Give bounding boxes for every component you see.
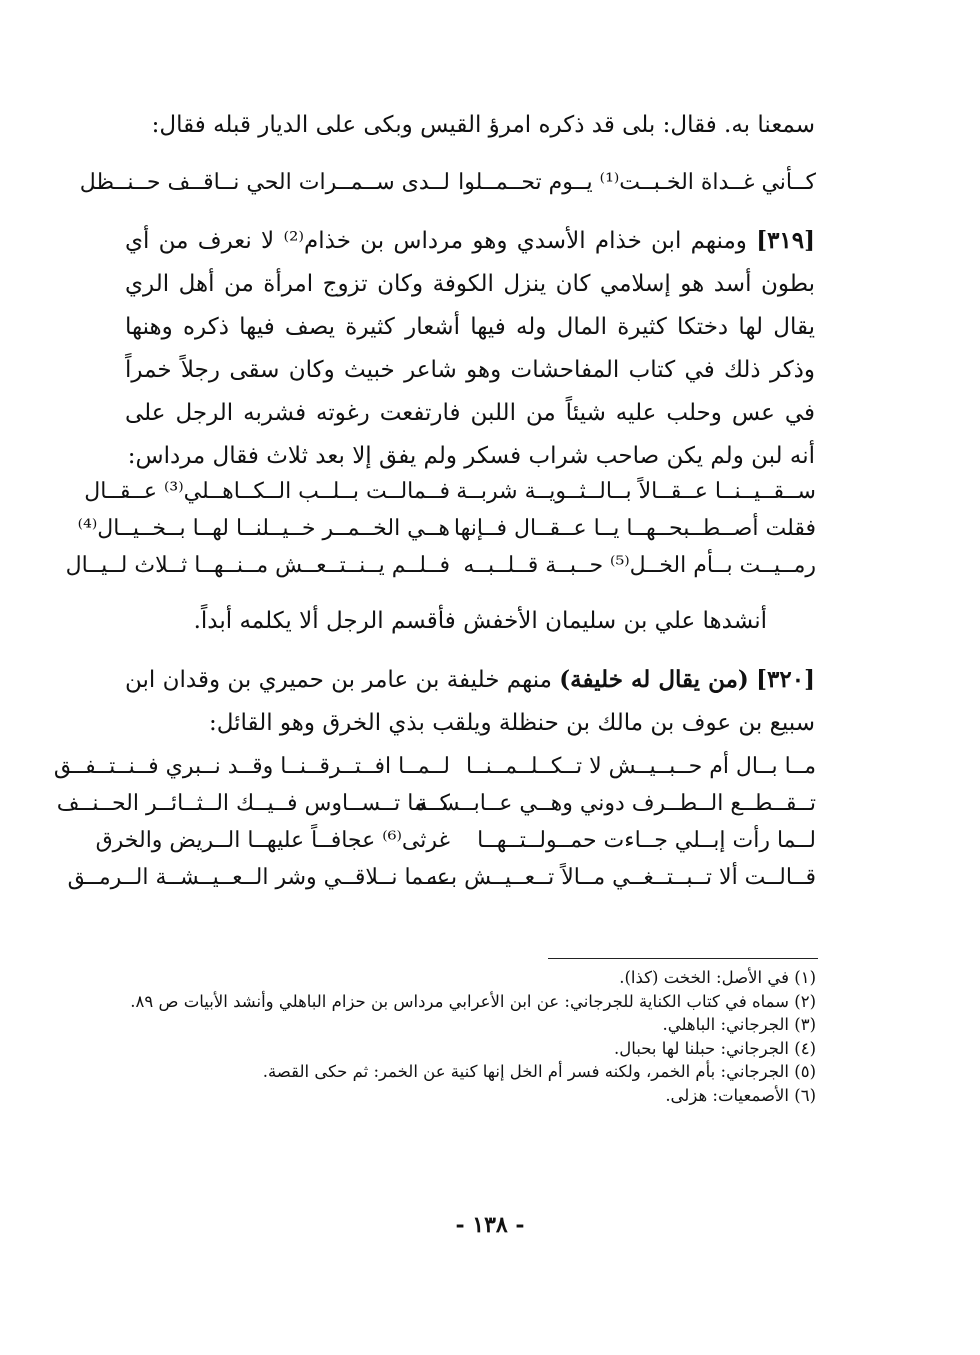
- verse-hemistich-first: كــأني غــداة الخـبــت⁽¹⁾ يــوم تحــمــلوا: [458, 170, 816, 195]
- verse-hemistich-first: فقلت أصــطــبحــهــا يــا عــقــال فــإنها: [453, 516, 816, 541]
- verse-block-1: [79, 164, 816, 201]
- verse-hemistich-first: تــقــطــع الــطــرف دوني وهــي عــابــســة: [416, 791, 816, 816]
- entry-number: [٣١٩]: [756, 227, 816, 254]
- verse-line: [79, 164, 816, 201]
- intro-paragraph: [125, 104, 815, 147]
- verse-hemistich-second: فــمالــت بــلــب الــكــاهــلي⁽³⁾ عــقــال: [84, 479, 450, 504]
- verse-hemistich-first: قــالــت ألا تــبــتــغــي مــالاً تــعــيــش بــه: [426, 865, 816, 890]
- verse-hemistich-first: لــما رأت إبــلي جــاءت حمــولــتــهــا: [477, 828, 816, 853]
- footnote: (٤) الجرجاني: حبلنا لها بحبال.: [613, 1038, 816, 1058]
- entry-text: منهم خليفة بن عامر بن حميري بن وقدان ابن سبيع بن عوف بن مالك بن حنظلة ويلقب بذي الخرق وهو القائل:: [125, 667, 815, 736]
- footnote: (٣) الجرجاني: الباهلي.: [662, 1015, 816, 1034]
- after-verse-text: أنشدها علي بن سليمان الأخفش فأقسم الرجل ألا يكلمه أبداً.: [193, 608, 767, 634]
- verse-line: [95, 822, 816, 859]
- verse-line: [56, 785, 816, 822]
- verse-line: [67, 859, 816, 896]
- footnote: (٦) الأصمعيات: هزلى.: [665, 1085, 816, 1105]
- after-verse-paragraph: [125, 600, 815, 643]
- verse-hemistich-second: كــما تــســاوس فــيــك الــثــائــر الحــنــف: [56, 791, 450, 816]
- verse-hemistich-second: لــدى ســمــرات الحي نــاقــف حــنــظل: [79, 170, 450, 195]
- footnote: (٢) سماه في كتاب الكناية للجرجاني: عن ابن الأعرابي مرداس بن حزام الباهلي وأنشد الأبيات ص ٨٩.: [130, 991, 816, 1011]
- page-number: - ١٣٨ -: [455, 1212, 525, 1238]
- entry-319: [125, 219, 815, 478]
- verse-line: [77, 510, 816, 547]
- footnote: (٥) الجرجاني: بأم الخمر، ولكنه فسر أم الخل إنها كنية عن الخمر: ثم حكى القصة.: [262, 1062, 816, 1081]
- entry-320: [125, 658, 815, 745]
- verse-line: [65, 547, 816, 584]
- verse-hemistich-second: عــما نــلاقــي وشر الــعــيــشــة الــرمــق: [67, 865, 450, 890]
- verse-block-3: [53, 748, 816, 896]
- verse-line: [53, 748, 816, 785]
- verse-hemistich-second: لــمــا افــتــرقــنــا وقــد نــبري فــنــتــفــق: [53, 754, 450, 779]
- verse-hemistich-second: فــلــم يــنــتــعــش مــنــهــا ثــلاث لــيــال: [65, 553, 450, 578]
- verse-line: [84, 473, 816, 510]
- footnote: (١) في الأصل: الخخت (كذا).: [619, 968, 816, 987]
- entry-320-paragraph: [125, 658, 815, 745]
- entry-heading: (من يقال له خليفة): [559, 666, 749, 693]
- intro-line: سمعنا به. فقال: بلى قد ذكره امرؤ القيس وبكى على الديار قبله فقال:: [151, 112, 815, 138]
- footnotes: [120, 966, 816, 1107]
- verse-hemistich-first: مــا بــال أم حــبــيــش لا تــكــلــمــنــا: [466, 754, 816, 779]
- entry-319-paragraph: [125, 219, 815, 478]
- footnote-divider: [548, 958, 818, 959]
- verse-hemistich-first: ســقــيــنــا عــقــالاً بــالــثــويــة شربــة: [456, 479, 816, 504]
- entry-number: [٣٢٠]: [756, 666, 815, 693]
- verse-hemistich-second: هــي الخــمــر خــيــلنــا لهــا بــخــيــال⁽⁴⁾: [77, 516, 450, 541]
- entry-text: ومنهم ابن خذام الأسدي وهو مرداس بن خذام⁽²⁾ لا نعرف من أي بطون أسد هو إسلامي كان ينزل الكوفة وكان تزوج امرأة من أهل الري يقال لها دختكا كثيرة المال وله فيها أشعار كثيرة يصف فيها ذكره وهنها وذكر ذلك في كتاب المفاحشات وهو شاعر خبيث وكان سقى رجلاً خمراً في عس وحلب عليه شيئاً من اللبن فارتفعت رغوته فشربه الرجل على أنه لبن ولم يكن صاحب شراب فسكر ولم يفق إلا بعد ثلاث فقال مرداس:: [125, 228, 815, 469]
- verse-hemistich-second: غرثى⁽⁶⁾ عجافــاً عليهــا الــريض والخرق: [95, 828, 450, 853]
- verse-hemistich-first: رمــيــت بــأم الخــل⁽⁵⁾ حــبــة قــلــبــه: [463, 553, 816, 578]
- verse-block-2: [65, 473, 816, 584]
